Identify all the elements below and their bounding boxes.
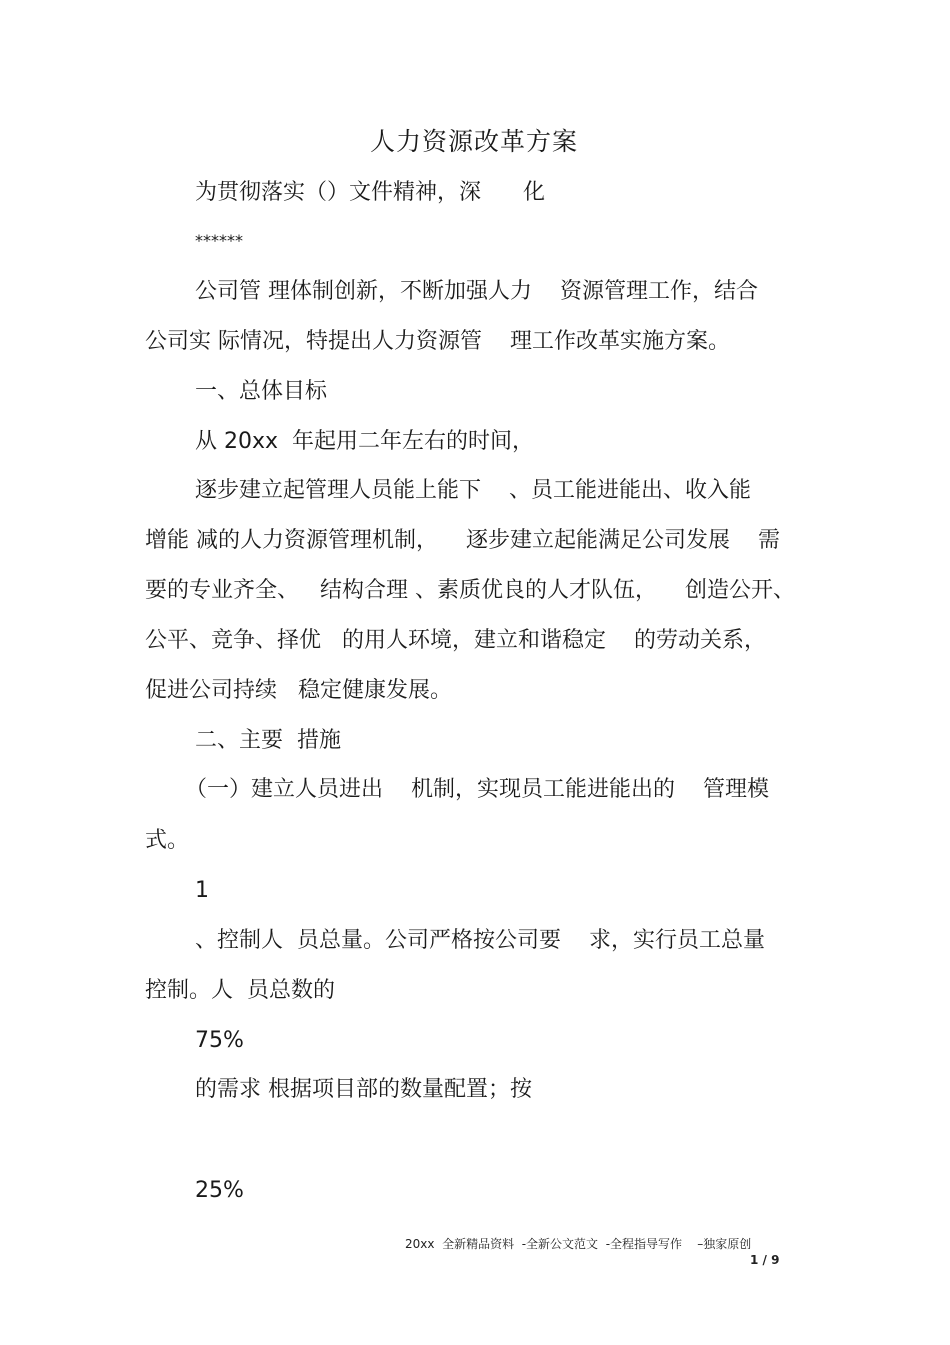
paragraph-line: 增能 减的人力资源管理机制， 逐步建立起能满足公司发展 需 [145, 528, 780, 553]
paragraph-line: 控制。人 员总数的 [145, 978, 335, 1003]
paragraph-line: 促进公司持续 稳定健康发展。 [145, 678, 452, 703]
paragraph-line: 逐步建立起管理人员能上能下 、员工能进能出、收入能 [195, 478, 751, 503]
page-number: 1 / 9 [750, 1253, 780, 1267]
percentage-value: 25% [195, 1178, 244, 1203]
paragraph-line: 从 20xx 年起用二年左右的时间， [195, 429, 535, 454]
percentage-value: 75% [195, 1028, 244, 1053]
paragraph-line: 公司实 际情况，特提出人力资源管 理工作改革实施方案。 [145, 329, 730, 354]
paragraph-line: 的需求 根据项目部的数量配置；按 [195, 1077, 532, 1102]
list-number: 1 [195, 878, 209, 903]
section-heading: 一、总体目标 [195, 379, 328, 404]
paragraph-line: 式。 [145, 828, 190, 853]
subsection-heading: （一）建立人员进出 机制，实现员工能进能出的 管理模 [185, 777, 769, 802]
page-footer: 20xx 全新精品资料 -全新公文范文 -全程指导写作 –独家原创 [405, 1237, 752, 1251]
paragraph-line: 公司管 理体制创新，不断加强人力 资源管理工作，结合 [195, 279, 758, 304]
paragraph-line: 要的专业齐全、 结构合理 、素质优良的人才队伍， 创造公开、 [145, 578, 795, 603]
paragraph-line: 公平、竞争、择优 的用人环境，建立和谐稳定 的劳动关系， [145, 628, 766, 653]
paragraph-line: ****** [195, 231, 243, 250]
paragraph-line: 为贯彻落实（）文件精神，深 化 [195, 180, 545, 205]
document-title: 人力资源改革方案 [370, 127, 579, 156]
paragraph-line: 、控制人 员总量。公司严格按公司要 求，实行员工总量 [195, 928, 765, 953]
section-heading: 二、主要 措施 [195, 728, 341, 753]
